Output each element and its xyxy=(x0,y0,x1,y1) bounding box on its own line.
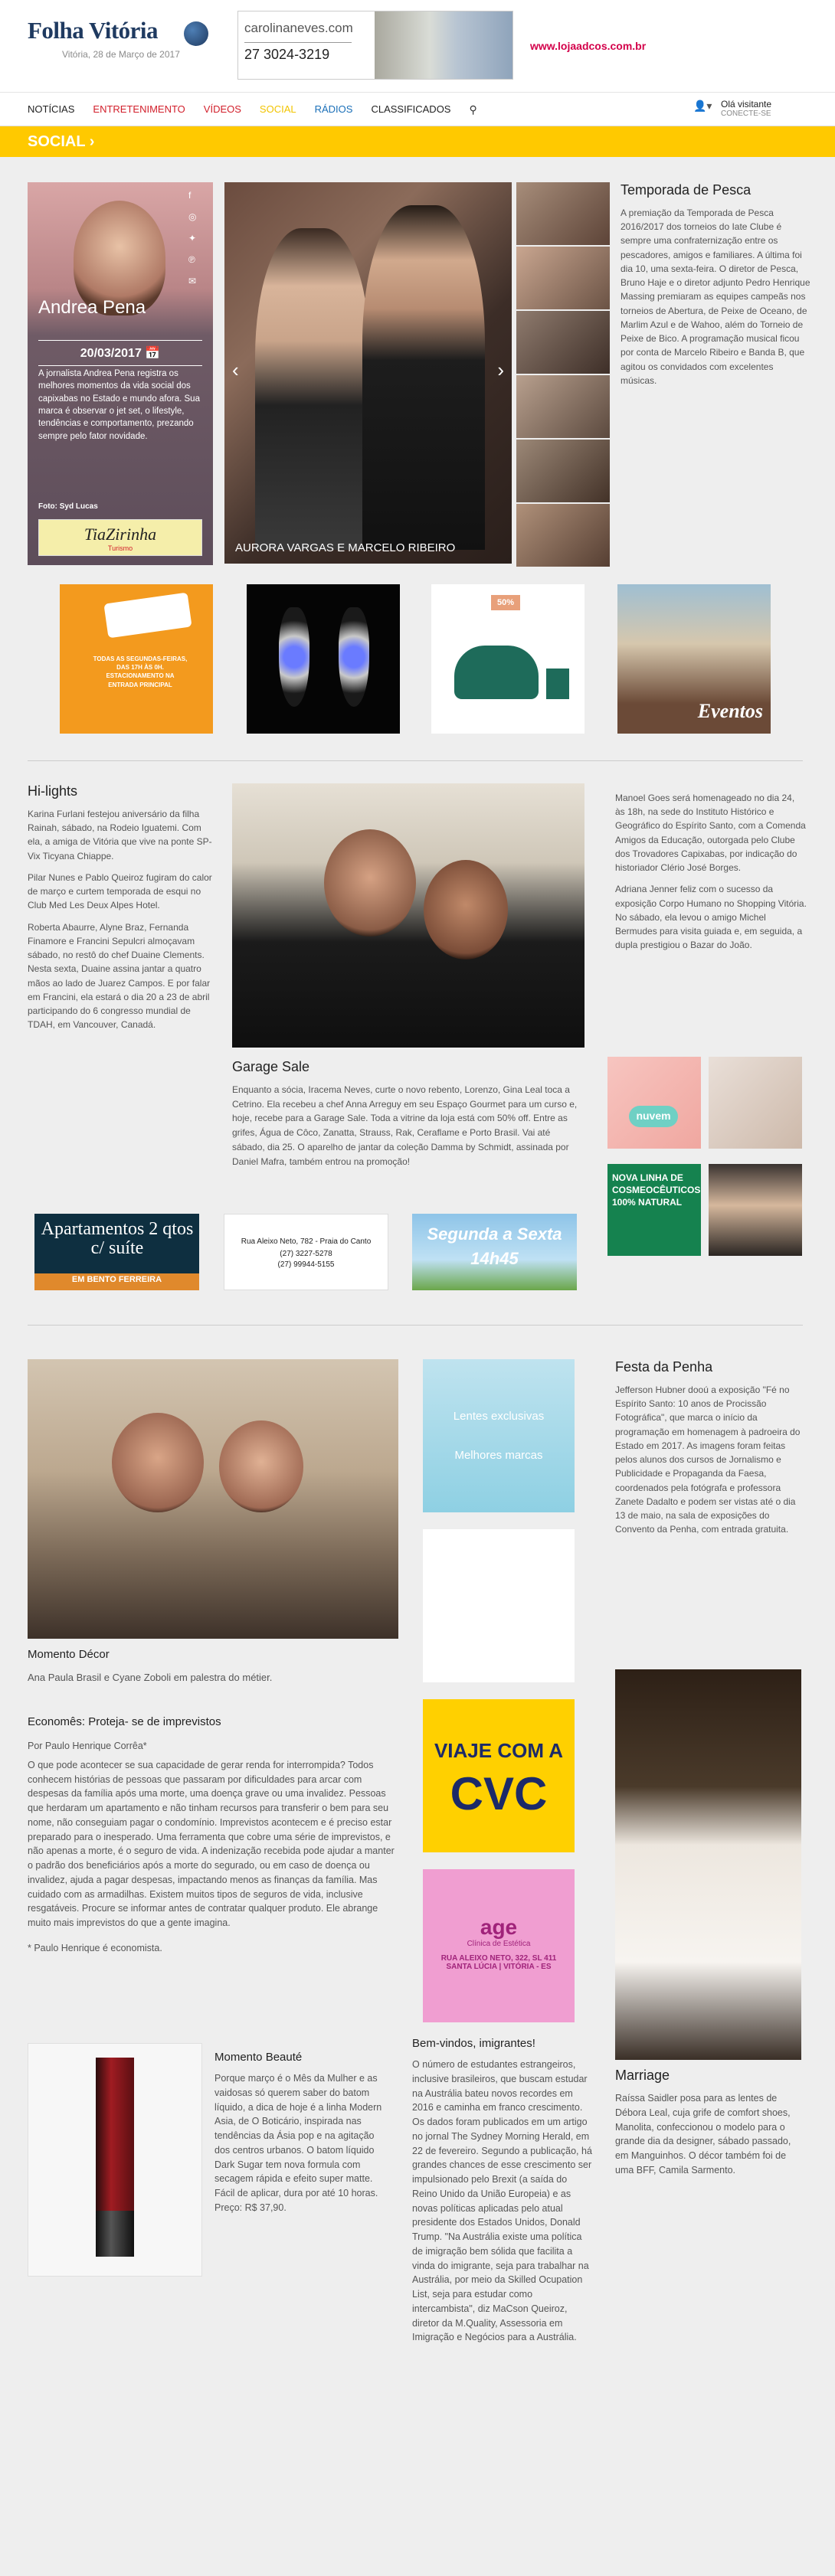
site-logo[interactable] xyxy=(28,17,211,60)
ad-bride[interactable] xyxy=(709,1164,802,1256)
hl-p3: Roberta Abaurre, Alyne Braz, Fernanda Finamore e Francini Sepulcri almoçavam sábado, no restô do chef Duaine Clements. Nesta sexta, Duaine assina jantar a quatro mãos ao lado de Juarez Campos. E por falar em Francini, ela estará o dia 20 a 23 de abril participando do 6 congresso mundial de TDAH, em Vancouver, Canadá. xyxy=(28,921,211,1031)
nav-radios[interactable]: RÁDIOS xyxy=(314,103,353,115)
article-economes xyxy=(28,1715,398,1956)
post-date xyxy=(38,340,202,366)
slider-thumbnails xyxy=(516,182,610,564)
ad-jewelry[interactable] xyxy=(423,1529,575,1682)
lentes-line2: Melhores marcas xyxy=(454,1449,543,1462)
ad-shoes[interactable] xyxy=(709,1057,802,1149)
section-title[interactable]: SOCIAL › xyxy=(28,133,95,150)
ad-image xyxy=(375,11,512,79)
md-person-2 xyxy=(219,1420,303,1512)
article-garage-sale xyxy=(232,1059,584,1169)
art-footnote: * Paulo Henrique é economista. xyxy=(28,1942,162,1953)
armchair-image xyxy=(454,646,539,699)
columnist-name: Andrea Pena xyxy=(38,297,146,318)
slider-next-icon[interactable]: › xyxy=(497,358,504,381)
ad-age[interactable] xyxy=(423,1869,575,2022)
addr-tel1: (27) 3227-5278 xyxy=(280,1250,332,1258)
article-temporada-pesca xyxy=(621,182,810,387)
md-person-1 xyxy=(112,1413,204,1512)
lipstick-tube xyxy=(96,2058,134,2211)
instagram-icon[interactable]: ◎ xyxy=(188,211,197,222)
article-bem-vindos xyxy=(412,2037,592,2345)
hl-p2: Pilar Nunes e Pablo Queiroz fugiram do calor de março e curtem temporada de esqui no Club Med Les Deux Alpes Hotel. xyxy=(28,871,212,911)
photo-slider[interactable] xyxy=(224,182,512,564)
calendar-icon: 📅 xyxy=(145,347,161,360)
twitter-icon[interactable]: ✦ xyxy=(188,233,197,244)
lentes-line1: Lentes exclusivas xyxy=(453,1410,545,1423)
seg-text: Segunda a Sexta xyxy=(427,1224,562,1244)
article-momento-beaute xyxy=(214,2051,392,2215)
md-caption: Ana Paula Brasil e Cyane Zoboli em palestra do métier. xyxy=(28,1672,273,1683)
nuvem-logo: nuvem xyxy=(629,1106,678,1127)
slider-person-left xyxy=(255,228,370,550)
addr-line: Rua Aleixo Neto, 782 - Praia do Canto xyxy=(241,1237,372,1246)
user-greeting: Olá visitante xyxy=(721,99,772,110)
ad-lentes[interactable] xyxy=(423,1359,575,1512)
banner-ad-carolinaneves[interactable] xyxy=(237,11,513,80)
hl-p1: Karina Furlani festejou aniversário da filha Rainah, sábado, na Rodeio Iguatemi. Com ela, a amiga de Vitória que vive na ponte SP-Vix Ticyana Chiappe. xyxy=(28,809,212,861)
side-ads xyxy=(423,1359,575,2039)
tia-logo: TiaZirinha xyxy=(84,525,157,544)
ad-address[interactable] xyxy=(224,1214,388,1290)
ad-tiazirinha[interactable] xyxy=(38,519,202,556)
beaute-text: Porque março é o Mês da Mulher e as vaidosas só querem saber do batom líquido, a dica de hoje é a linha Modern Asia, de O Boticário, inspirada nas tendências da Ásia pop e na agitação dos centros urbanos. O batom líquido Dark Sugar tem nova formula com secagem rápida e efeito super matte. Fácil de aplicar, dura por até 10 horas. Preço: R$ 37,90. xyxy=(214,2073,382,2213)
sale-badge: 50% xyxy=(491,595,520,610)
cvc-line1: VIAJE COM A xyxy=(434,1739,564,1762)
hora-text: 14h45 xyxy=(470,1249,519,1268)
ad-feira[interactable] xyxy=(60,584,213,734)
article-manoel-goes xyxy=(615,783,807,953)
thumb-2[interactable] xyxy=(516,247,610,309)
feira-text: TODAS AS SEGUNDAS-FEIRAS, DAS 17H ÀS 0H. ESTACIONAMENTO NA ENTRADA PRINCIPAL xyxy=(93,655,188,688)
art-byline: Por Paulo Henrique Corrêa* xyxy=(28,1741,147,1751)
age-logo: age xyxy=(480,1915,518,1939)
ad-apartamentos[interactable] xyxy=(34,1214,199,1290)
thumb-6[interactable] xyxy=(516,504,610,567)
ad-earrings[interactable] xyxy=(247,584,400,734)
marr-text: Raíssa Saidler posa para as lentes de Débora Leal, cuja grife de comfort shoes, Manolita, confeccionou o modelo para o grande dia da designer, sábado passado, em Manguinhos. O décor também foi de uma BFF, Camila Sarmento. xyxy=(615,2093,791,2176)
slider-prev-icon[interactable]: ‹ xyxy=(232,358,239,381)
divider-2 xyxy=(28,1325,803,1326)
article-festa-penha xyxy=(615,1359,807,1537)
article-marriage xyxy=(615,2068,807,2178)
social-icons xyxy=(188,190,196,286)
thumb-4[interactable] xyxy=(516,375,610,438)
photo-lipstick xyxy=(28,2043,202,2277)
main-nav xyxy=(0,92,835,126)
ad-divider xyxy=(244,42,352,43)
thumb-3[interactable] xyxy=(516,311,610,374)
festa-title: Festa da Penha xyxy=(615,1359,713,1375)
eventos-label: Eventos xyxy=(697,700,763,722)
header-date: Vitória, 28 de Março de 2017 xyxy=(62,49,180,60)
bem-title: Bem-vindos, imigrantes! xyxy=(412,2037,535,2050)
slider-caption: AURORA VARGAS E MARCELO RIBEIRO xyxy=(235,541,456,554)
banner-link-lojaadcos[interactable]: www.lojaadcos.com.br xyxy=(530,40,647,52)
colr-p2: Adriana Jenner feliz com o sucesso da exposição Corpo Humano no Shopping Vitória. No sábado, ela levou o amigo Michel Bermudes para visita guiada e, em seguida, a dupla prestigiou o Bazar do João. xyxy=(615,884,807,951)
user-login[interactable] xyxy=(693,99,771,118)
post-date-text: 20/03/2017 xyxy=(80,347,142,360)
logo-title: Folha Vitória xyxy=(28,17,159,44)
slider-person-right xyxy=(362,205,485,550)
pesca-title: Temporada de Pesca xyxy=(621,182,752,198)
art-text: O que pode acontecer se sua capacidade de gerar renda for interrompida? Todos conhecem histórias de pessoas que passaram por dificuldades para arcar com despesas da família após uma morte, uma doença grave ou uma invalidez. Pessoas que herdaram um apartamento e não tinham recursos para transferir o bem para seu nome, não conseguiam pagar o condomínio. Imprevistos acontecem e é preciso estar preparado para o inesperado. Uma ferramenta que cobre uma série de imprevistos, e não apenas a morte, é o seguro de vida. A indenização recebida pode ajudar a manter o padrão dos beneficiários após a morte do segurado, ou em caso de doença ou invalidez, ajuda a pagar despesas, impactando menos as finanças da família. Mas cuidado com as armadilhas. Existem muitos tipos de seguros de vida, inclusive resgatáveis. Procure se informar antes de contratar qualquer produto. Ele abrange muito mais imprevistos do que a gente imagina. xyxy=(28,1759,395,1928)
addr-tel2: (27) 99944-5155 xyxy=(277,1260,335,1269)
photo-momento-decor xyxy=(28,1359,398,1639)
apt-text: Apartamentos 2 qtos c/ suíte xyxy=(41,1219,194,1259)
search-icon[interactable]: ⚲ xyxy=(469,103,477,116)
ad-armchair[interactable] xyxy=(431,584,584,734)
logo-globe-icon xyxy=(184,21,208,46)
thumb-5[interactable] xyxy=(516,440,610,502)
age-address: RUA ALEIXO NETO, 322, SL 411 SANTA LÚCIA | VITÓRIA - ES xyxy=(440,1954,557,1971)
marr-title: Marriage xyxy=(615,2068,670,2083)
md-title: Momento Décor xyxy=(28,1648,110,1661)
apt-sub: EM BENTO FERREIRA xyxy=(71,1275,162,1284)
art-title: Economês: Proteja- se de imprevistos xyxy=(28,1715,221,1728)
nav-noticias[interactable]: NOTÍCIAS xyxy=(28,103,75,115)
user-text xyxy=(721,99,771,118)
pinterest-icon[interactable]: ℗ xyxy=(188,254,195,265)
ad-phone: 27 3024-3219 xyxy=(244,47,330,62)
columnist-profile xyxy=(28,182,213,565)
photo-credit: Foto: Syd Lucas xyxy=(38,502,98,511)
divider-1 xyxy=(28,760,803,761)
nova-linha-text: NOVA LINHA DE COSMEOCÊUTICOS 100% NATURAL xyxy=(612,1172,701,1208)
ad-cvc[interactable] xyxy=(423,1699,575,1852)
page xyxy=(0,0,835,157)
ad-eventos[interactable] xyxy=(617,584,771,734)
gs-text: Enquanto a sócia, Iracema Neves, curte o novo rebento, Lorenzo, Gina Leal toca a Cetrino. Ela recebeu a chef Anna Arreguy em seu Espaço Gourmet para um curso e, hoje, recebe para a Garage Sale. Toda a vitrine da loja está com 50% off. Entre as grifes, Água de Côco, Zanatta, Strauss, Rak, Ceraflame e Porto Brasil. Vai até sábado, dia 25. O aparelho de jantar da coleção Damma by Schmidt, assinada por Daniel Mafra, também entrou na promoção! xyxy=(232,1084,578,1167)
gs-person-1 xyxy=(324,829,416,937)
site-header xyxy=(0,0,835,92)
photo-marriage xyxy=(615,1669,801,2060)
earring-left xyxy=(279,607,309,707)
ad-url: carolinaneves.com xyxy=(244,21,353,35)
lipstick-cap xyxy=(96,2211,134,2257)
user-icon: 👤▾ xyxy=(693,99,712,112)
cvc-line2: CVC xyxy=(450,1768,548,1819)
ad-cosmeoceuticos[interactable] xyxy=(607,1164,701,1256)
nav-classificados[interactable]: CLASSIFICADOS xyxy=(371,103,451,115)
facebook-icon[interactable]: f xyxy=(188,190,192,201)
photo-garage-sale xyxy=(232,783,584,1048)
earring-right xyxy=(339,607,369,707)
age-sub: Clínica de Estética xyxy=(467,1940,531,1948)
article-momento-decor xyxy=(28,1648,398,1683)
hl-title: Hi-lights xyxy=(28,783,78,799)
mail-icon[interactable]: ✉ xyxy=(188,276,197,286)
colr-p1: Manoel Goes será homenageado no dia 24, às 18h, na sede do Instituto Histórico e Geográfico do Espírito Santo, com a Comenda Amigos da Educação, outorgada pelo Clube dos Trovadores Capixabas, por indicação do historiador Clério José Borges. xyxy=(615,793,806,874)
gs-title: Garage Sale xyxy=(232,1059,310,1074)
article-hilights xyxy=(28,783,215,1032)
bem-text: O número de estudantes estrangeiros, inclusive brasileiros, que buscam estudar na Austrália bateu novos recordes em 2016 e caminha em franco crescimento. Os dados foram publicados em um artigo no jornal The Sydney Morning Herald, em 22 de fevereiro. Segundo a publicação, há grandes chances de esse crescimento ser impulsionado pelo Brexit (a saída do Reino Unido da União Europeia) e as novas políticas aplicadas pelo atual presidente dos Estados Unidos, Donald Trump. "Na Austrália existe uma política de imigração bem sólida que facilita a vinda do imigrante, seja para trabalhar na Austrália, por meio da Skilled Ocupation List, seja para estudar como intercambista", diz MaCson Queiroz, diretor da M.Quality, Assessoria em Imigração e Negócios para a Austrália. xyxy=(412,2059,592,2343)
pesca-text: A premiação da Temporada de Pesca 2016/2017 dos torneios do Iate Clube é sempre uma confraternização entre os pescadores, amigos e familiares. A última foi dia 10, uma sexta-feira. O diretor de Pesca, Bruno Haje e o diretor adjunto Pedro Henrique Massing premiaram as equipes campeãs nos torneios de Abertura, de Peixe de Oceano, de Marlim Azul e de Wahoo, além do Torneio de Peixe de Bico. A programação musical ficou por conta de Marcelo Ribeiro e Banda B, que agitou os convidados com excelentes músicas. xyxy=(621,208,810,386)
festa-text: Jefferson Hubner dooú a exposição "Fé no Espírito Santo: 10 anos de Procissão Fotográfica", que marca o início da programação em homenagem à padroeira do Estado em 2017. As imagens foram feitas pelos alunos dos cursos de Jornalismo e Publicidade e Propaganda da Faesa, coordenados pela fotógrafa e professora Zanete Dadalto e podem ser vistas até o dia 13 de maio, na sala de exposições do Convento da Penha, com entrada gratuita. xyxy=(615,1384,801,1535)
nav-entretenimento[interactable]: ENTRETENIMENTO xyxy=(93,103,185,115)
nav-videos[interactable]: VÍDEOS xyxy=(203,103,241,115)
feira-logo xyxy=(103,593,192,639)
nav-social[interactable]: SOCIAL xyxy=(259,103,296,115)
columnist-bio: A jornalista Andrea Pena registra os melhores momentos da vida social dos capixabas no Estado e mundo afora. Sua marca é observar o jet set, o lifestyle, tendências e comportamento, prezando sempre pelo fator novidade. xyxy=(38,369,200,441)
ottoman-image xyxy=(546,669,569,699)
user-connect: CONECTE-SE xyxy=(721,110,771,118)
tia-sub: Turismo xyxy=(107,544,133,552)
ad-segunda-sexta[interactable] xyxy=(412,1214,577,1290)
section-bar xyxy=(0,126,835,157)
ad-nuvem[interactable] xyxy=(607,1057,701,1149)
gs-person-2 xyxy=(424,860,508,959)
beaute-title: Momento Beauté xyxy=(214,2051,303,2064)
thumb-1[interactable] xyxy=(516,182,610,245)
